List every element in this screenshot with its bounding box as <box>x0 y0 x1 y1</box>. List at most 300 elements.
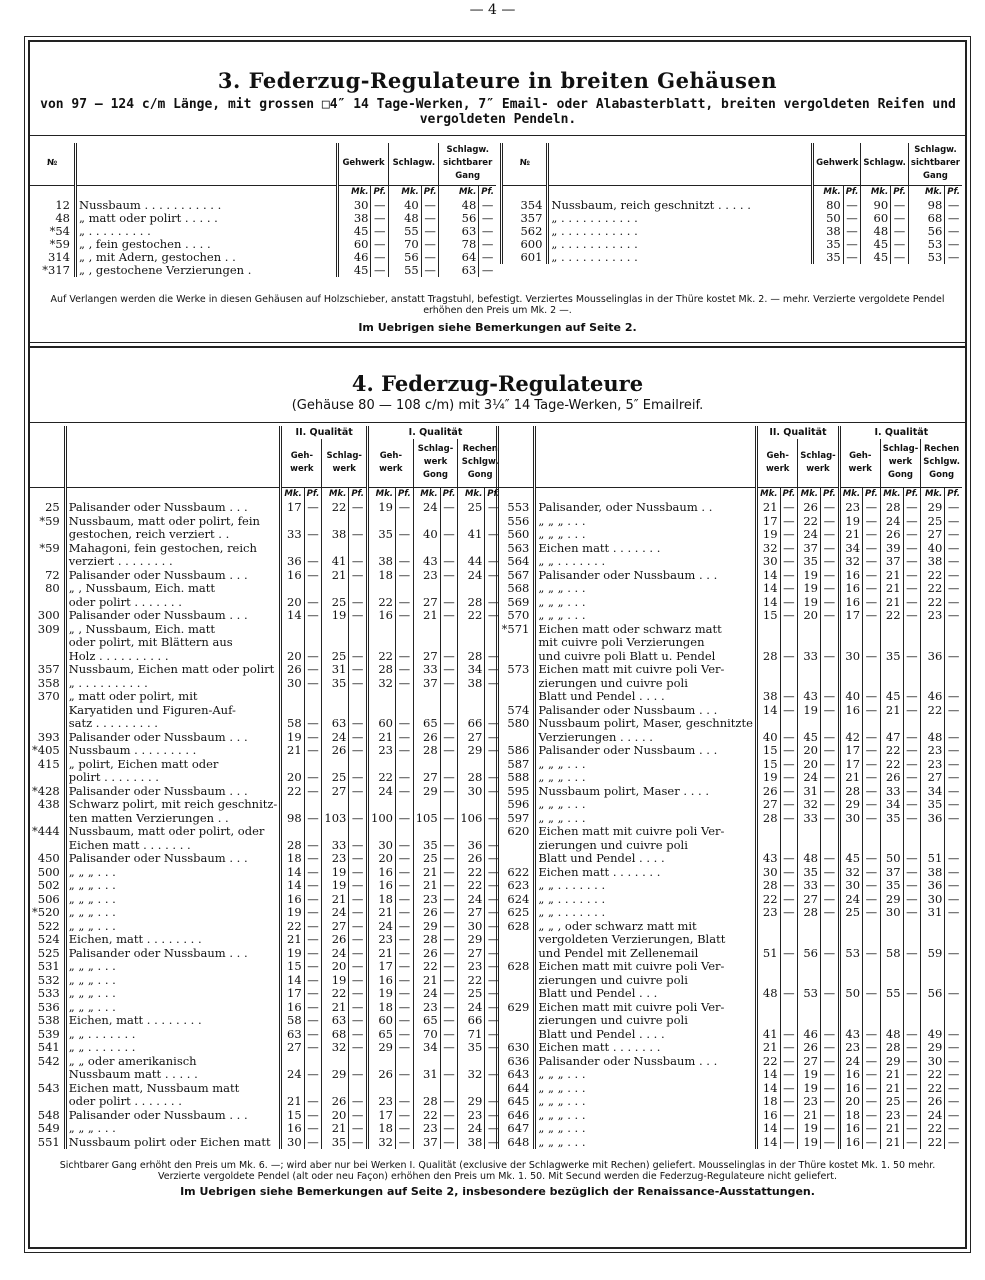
unit-mk-label: Mk. <box>908 185 944 199</box>
price-mark: 37 <box>413 677 440 691</box>
price-pfennig: — <box>485 947 502 961</box>
item-description: Nussbaum polirt oder Eichen matt <box>65 1136 281 1150</box>
price-mark: 22 <box>880 758 903 772</box>
table-row <box>30 596 502 610</box>
price-pfennig <box>349 758 368 772</box>
price-pfennig: — <box>821 1109 840 1123</box>
price-mark: 59 <box>921 947 945 961</box>
col-sichtbar-header: Schlagw. sichtbarer Gang <box>908 143 962 185</box>
price-mark: 22 <box>921 569 945 583</box>
price-pfennig: — <box>349 731 368 745</box>
price-pfennig: — <box>780 528 798 542</box>
price-mark: 27 <box>458 906 485 920</box>
item-number: 25 <box>45 500 60 515</box>
price-pfennig <box>903 1001 921 1015</box>
price-mark: 23 <box>413 893 440 907</box>
price-pfennig: — <box>349 771 368 785</box>
table-row <box>498 542 963 556</box>
table-row <box>30 1055 502 1069</box>
price-pfennig: — <box>485 609 502 623</box>
price-pfennig <box>903 825 921 839</box>
price-mark <box>880 933 903 947</box>
item-number <box>30 812 65 826</box>
table-row <box>498 852 963 866</box>
price-mark: 41 <box>757 1028 780 1042</box>
price-mark: 29 <box>839 798 862 812</box>
price-mark: 21 <box>880 1136 903 1150</box>
price-mark <box>368 798 396 812</box>
price-mark <box>921 960 945 974</box>
price-mark <box>839 839 862 853</box>
price-mark: 21 <box>322 569 349 583</box>
price-pfennig: — <box>440 609 458 623</box>
section3-left-table <box>30 143 496 277</box>
table-row <box>498 974 963 988</box>
price-mark: 42 <box>839 731 862 745</box>
price-mark: 103 <box>322 812 349 826</box>
price-pfennig: — <box>395 717 413 731</box>
price-mark: 17 <box>281 501 304 515</box>
price-mark: 26 <box>413 731 440 745</box>
price-pfennig: — <box>945 528 962 542</box>
price-pfennig: — <box>903 704 921 718</box>
price-mark <box>281 1082 304 1096</box>
price-mark: 20 <box>281 771 304 785</box>
item-description: „ , gestochene Verzierungen . <box>76 264 338 277</box>
unit-pf-label: Pf. <box>843 185 861 199</box>
price-pfennig <box>780 839 798 853</box>
item-description: „ „ „ . . . <box>65 974 281 988</box>
table-row <box>30 636 502 650</box>
item-number: 601 <box>502 251 548 264</box>
price-pfennig: — <box>863 852 881 866</box>
item-description: „ „ . . . . . . . <box>65 1028 281 1042</box>
price-pfennig: — <box>485 893 502 907</box>
price-pfennig <box>304 825 322 839</box>
price-pfennig: — <box>349 852 368 866</box>
item-description: „ „ „ . . . <box>65 987 281 1001</box>
item-description: „ . . . . . . . . . . . <box>548 225 813 238</box>
item-description: Nussbaum polirt, Maser, geschnitzte <box>535 717 757 731</box>
price-mark: 43 <box>413 555 440 569</box>
table-row <box>498 758 963 772</box>
unit-spacer <box>30 185 76 199</box>
price-mark: 27 <box>798 893 821 907</box>
price-pfennig: — <box>440 933 458 947</box>
price-mark: 46 <box>921 690 945 704</box>
item-description: „ „ „ . . . <box>65 920 281 934</box>
price-pfennig: — <box>821 771 840 785</box>
item-description: mit cuivre poli Verzierungen <box>535 636 757 650</box>
price-mark <box>880 717 903 731</box>
price-mark: 51 <box>921 852 945 866</box>
price-pfennig: — <box>440 947 458 961</box>
price-pfennig: — <box>821 1082 840 1096</box>
price-pfennig: — <box>780 893 798 907</box>
price-pfennig: — <box>945 798 962 812</box>
price-mark: 23 <box>839 501 862 515</box>
price-mark: 34 <box>458 663 485 677</box>
price-mark: 29 <box>413 920 440 934</box>
price-mark: 51 <box>757 947 780 961</box>
price-pfennig <box>304 542 322 556</box>
price-pfennig: — <box>371 251 389 264</box>
price-pfennig: — <box>485 920 502 934</box>
price-mark: 16 <box>839 1068 862 1082</box>
price-pfennig: — <box>945 1055 962 1069</box>
price-pfennig: — <box>945 771 962 785</box>
price-mark: 22 <box>798 515 821 529</box>
section4-left-table <box>30 426 502 1149</box>
price-mark: 21 <box>322 1001 349 1015</box>
price-mark: 14 <box>757 1068 780 1082</box>
price-pfennig <box>440 798 458 812</box>
price-pfennig: — <box>903 501 921 515</box>
price-mark: 19 <box>798 596 821 610</box>
item-description: Blatt und Pendel . . . . <box>535 1028 757 1042</box>
item-description: Nussbaum, Eichen matt oder polirt <box>65 663 281 677</box>
price-pfennig: — <box>395 1136 413 1150</box>
unit-pf-label: Pf. <box>780 487 798 501</box>
price-pfennig <box>349 582 368 596</box>
price-mark: 21 <box>413 609 440 623</box>
unit-mk-label: Mk. <box>322 487 349 501</box>
price-pfennig: — <box>863 501 881 515</box>
price-pfennig: — <box>903 1122 921 1136</box>
item-number: 531 <box>37 959 60 974</box>
price-pfennig: — <box>485 1095 502 1109</box>
price-pfennig: — <box>440 1041 458 1055</box>
price-mark <box>281 690 304 704</box>
price-mark <box>368 758 396 772</box>
price-mark <box>757 1014 780 1028</box>
item-number: 415 <box>37 756 60 771</box>
price-mark: 25 <box>322 771 349 785</box>
table-row <box>30 515 502 529</box>
price-pfennig <box>304 704 322 718</box>
price-pfennig: — <box>821 1068 840 1082</box>
table-row <box>498 785 963 799</box>
item-number <box>498 636 535 650</box>
price-mark: 27 <box>413 650 440 664</box>
price-mark <box>458 636 485 650</box>
item-number: 644 <box>498 1082 535 1096</box>
item-number: 563 <box>498 542 535 556</box>
item-number: 600 <box>502 238 548 251</box>
price-mark <box>413 690 440 704</box>
price-mark: 19 <box>798 1068 821 1082</box>
table-row <box>498 690 963 704</box>
price-pfennig: — <box>395 1041 413 1055</box>
price-mark: 21 <box>368 947 396 961</box>
price-mark: 38 <box>813 225 844 238</box>
price-pfennig: — <box>903 1028 921 1042</box>
price-pfennig: — <box>945 758 962 772</box>
price-mark: 33 <box>322 839 349 853</box>
unit-mk-label: Mk. <box>921 487 945 501</box>
table-row <box>498 920 963 934</box>
unit-spacer <box>535 487 757 501</box>
price-mark: 90 <box>861 199 891 212</box>
price-pfennig: — <box>821 987 840 1001</box>
price-mark: 44 <box>458 555 485 569</box>
price-pfennig: — <box>485 866 502 880</box>
unit-pf-label: Pf. <box>421 185 439 199</box>
price-mark: 29 <box>368 1041 396 1055</box>
price-mark: 29 <box>921 501 945 515</box>
price-mark: 33 <box>798 812 821 826</box>
price-pfennig: — <box>440 852 458 866</box>
item-number: 643 <box>498 1068 535 1082</box>
price-mark: 50 <box>839 987 862 1001</box>
price-pfennig: — <box>945 515 962 529</box>
price-mark <box>921 636 945 650</box>
price-mark: 22 <box>281 920 304 934</box>
section3-subtitle: von 97 — 124 c/m Länge, mit grossen □4″ 14 Tage-Werken, 7″ Email- oder Alabasterblatt, breiten vergoldeten Reifen und vergoldeten Pendeln. <box>40 97 956 127</box>
item-description: „ „ „ . . . <box>535 596 757 610</box>
price-mark: 36 <box>281 555 304 569</box>
item-description: „ polirt, Eichen matt oder <box>65 758 281 772</box>
price-mark: 18 <box>368 569 396 583</box>
price-pfennig: — <box>440 528 458 542</box>
price-mark: 48 <box>921 731 945 745</box>
price-mark: 23 <box>413 569 440 583</box>
table-row <box>30 1082 502 1096</box>
price-pfennig: — <box>945 1041 962 1055</box>
price-pfennig: — <box>395 528 413 542</box>
price-pfennig <box>821 960 840 974</box>
item-number: 551 <box>37 1134 60 1149</box>
price-pfennig: — <box>780 1082 798 1096</box>
price-mark: 23 <box>921 609 945 623</box>
item-number: 562 <box>502 225 548 238</box>
unit-pf-label: Pf. <box>304 487 322 501</box>
price-mark: 26 <box>281 663 304 677</box>
price-mark: 16 <box>368 879 396 893</box>
price-mark: 23 <box>322 852 349 866</box>
price-mark: 21 <box>880 569 903 583</box>
price-mark: 22 <box>921 596 945 610</box>
table-row <box>498 1041 963 1055</box>
price-pfennig: — <box>945 987 962 1001</box>
item-number: 532 <box>37 972 60 987</box>
price-mark: 18 <box>281 852 304 866</box>
price-mark: 19 <box>798 569 821 583</box>
item-number <box>498 987 535 1001</box>
price-mark <box>757 677 780 691</box>
price-pfennig: — <box>304 717 322 731</box>
section3-reference: Im Uebrigen siehe Bemerkungen auf Seite 2. <box>358 321 637 334</box>
price-mark: 63 <box>322 717 349 731</box>
price-mark: 105 <box>413 812 440 826</box>
item-number: 596 <box>498 798 535 812</box>
price-mark: 24 <box>458 1122 485 1136</box>
price-pfennig: — <box>304 650 322 664</box>
col-schlagw-header: Schlagw. <box>389 143 439 185</box>
table-row <box>498 663 963 677</box>
price-pfennig: — <box>304 1122 322 1136</box>
price-pfennig: — <box>304 947 322 961</box>
price-mark: 33 <box>798 650 821 664</box>
price-pfennig: — <box>945 879 962 893</box>
price-mark <box>839 636 862 650</box>
col-number-header <box>498 426 535 487</box>
item-description: „ „ „ . . . <box>535 515 757 529</box>
price-pfennig: — <box>945 906 962 920</box>
table-row <box>502 199 963 212</box>
item-description: „ „ „ . . . <box>65 893 281 907</box>
item-description: Eichen matt oder schwarz matt <box>535 623 757 637</box>
price-pfennig: — <box>440 744 458 758</box>
price-pfennig: — <box>903 785 921 799</box>
price-mark: 38 <box>757 690 780 704</box>
quality-1-header: I. Qualität <box>368 426 502 439</box>
price-pfennig <box>349 690 368 704</box>
price-mark: 30 <box>458 785 485 799</box>
price-mark: 24 <box>322 731 349 745</box>
table-row <box>498 933 963 947</box>
price-mark: 65 <box>413 1014 440 1028</box>
price-mark: 106 <box>458 812 485 826</box>
item-description: gestochen, reich verziert . . <box>65 528 281 542</box>
table-row <box>498 744 963 758</box>
price-pfennig: — <box>349 785 368 799</box>
price-mark: 14 <box>281 866 304 880</box>
price-pfennig <box>945 623 962 637</box>
price-mark: 22 <box>458 974 485 988</box>
unit-mk-label: Mk. <box>839 487 862 501</box>
price-mark: 15 <box>281 960 304 974</box>
price-mark <box>839 677 862 691</box>
price-mark <box>880 839 903 853</box>
price-pfennig <box>821 933 840 947</box>
price-pfennig: — <box>903 1041 921 1055</box>
price-pfennig: — <box>945 569 962 583</box>
price-pfennig: — <box>304 663 322 677</box>
price-pfennig: — <box>945 251 962 264</box>
price-mark: 50 <box>880 852 903 866</box>
unit-spacer <box>65 487 281 501</box>
price-mark <box>839 920 862 934</box>
price-mark <box>322 636 349 650</box>
price-pfennig: — <box>945 225 962 238</box>
price-mark <box>880 825 903 839</box>
item-number: 309 <box>37 621 60 636</box>
item-number <box>498 974 535 988</box>
price-pfennig: — <box>843 238 861 251</box>
price-mark: 25 <box>880 1095 903 1109</box>
price-pfennig <box>395 623 413 637</box>
price-pfennig: — <box>863 528 881 542</box>
price-pfennig: — <box>395 960 413 974</box>
item-number: 300 <box>37 608 60 623</box>
item-number: 628 <box>498 920 535 934</box>
price-pfennig: — <box>395 677 413 691</box>
item-number <box>498 677 535 691</box>
price-pfennig: — <box>891 199 909 212</box>
price-mark: 38 <box>338 212 371 225</box>
item-description: Palisander oder Nussbaum . . . <box>535 704 757 718</box>
table-row <box>498 987 963 1001</box>
price-mark: 17 <box>839 744 862 758</box>
price-mark: 20 <box>839 1095 862 1109</box>
price-mark: 30 <box>921 893 945 907</box>
item-number: 556 <box>498 515 535 529</box>
price-pfennig: — <box>440 1001 458 1015</box>
item-number: 542 <box>37 1053 60 1068</box>
price-mark <box>322 825 349 839</box>
price-pfennig: — <box>421 212 439 225</box>
table-row <box>30 1095 502 1109</box>
price-mark: 16 <box>839 704 862 718</box>
price-pfennig: — <box>349 569 368 583</box>
price-pfennig: — <box>780 542 798 556</box>
price-pfennig: — <box>371 199 389 212</box>
price-mark: 63 <box>439 264 479 277</box>
price-pfennig <box>821 920 840 934</box>
price-mark: 27 <box>413 771 440 785</box>
price-pfennig: — <box>780 704 798 718</box>
price-mark: 20 <box>368 852 396 866</box>
price-mark <box>458 825 485 839</box>
price-mark: 18 <box>839 1109 862 1123</box>
price-mark <box>921 933 945 947</box>
price-pfennig <box>304 758 322 772</box>
table-row <box>498 609 963 623</box>
price-mark: 45 <box>861 238 891 251</box>
price-mark: 32 <box>839 555 862 569</box>
item-number: 574 <box>498 704 535 718</box>
price-pfennig <box>349 515 368 529</box>
item-description: Eichen matt . . . . . . . <box>535 542 757 556</box>
price-pfennig <box>863 839 881 853</box>
price-pfennig <box>349 1082 368 1096</box>
item-description: Nussbaum . . . . . . . . . . . <box>76 199 338 212</box>
price-mark: 14 <box>757 1122 780 1136</box>
price-pfennig: — <box>863 866 881 880</box>
price-mark: 22 <box>458 866 485 880</box>
price-pfennig: — <box>863 1109 881 1123</box>
price-pfennig: — <box>421 251 439 264</box>
price-pfennig <box>903 920 921 934</box>
price-pfennig: — <box>945 866 962 880</box>
price-mark: 24 <box>458 1001 485 1015</box>
price-mark <box>757 636 780 650</box>
item-description: Eichen matt mit cuivre poli Ver- <box>535 960 757 974</box>
item-description: „ „ „ . . . <box>535 1122 757 1136</box>
price-pfennig: — <box>421 238 439 251</box>
price-pfennig: — <box>440 650 458 664</box>
item-description: Palisander oder Nussbaum . . . <box>535 569 757 583</box>
price-mark: 71 <box>458 1028 485 1042</box>
price-mark: 26 <box>413 906 440 920</box>
price-pfennig: — <box>780 771 798 785</box>
price-mark: 24 <box>281 1068 304 1082</box>
price-mark: 37 <box>880 866 903 880</box>
price-pfennig <box>863 1014 881 1028</box>
price-pfennig: — <box>863 1082 881 1096</box>
price-mark: 21 <box>757 501 780 515</box>
price-pfennig: — <box>440 1095 458 1109</box>
price-mark: 28 <box>281 839 304 853</box>
item-description: Palisander oder Nussbaum . . . <box>65 501 281 515</box>
table-row <box>498 1109 963 1123</box>
price-mark <box>368 636 396 650</box>
unit-pf-label: Pf. <box>903 487 921 501</box>
price-mark: 18 <box>368 1001 396 1015</box>
price-mark: 35 <box>458 1041 485 1055</box>
price-pfennig <box>349 825 368 839</box>
